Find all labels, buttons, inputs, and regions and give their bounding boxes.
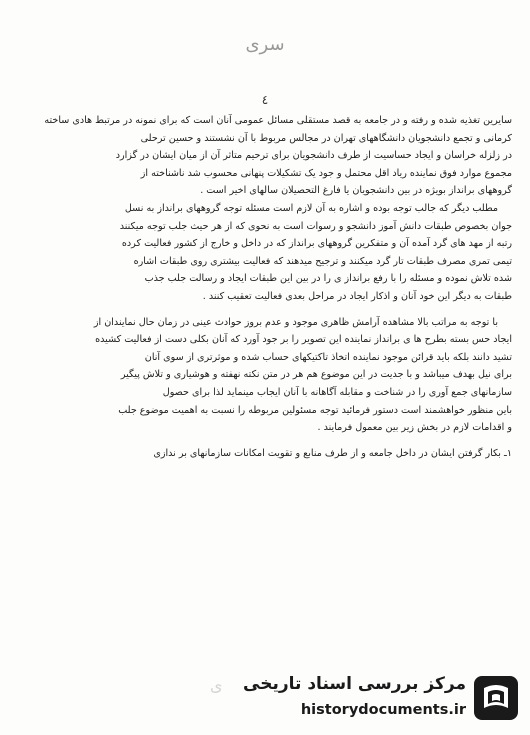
paragraph-gap (18, 306, 512, 314)
text-line: گروههای برانداز بویژه در بین دانشجویان یا فارغ التحصیلان سالهای اخیر است . (200, 185, 512, 197)
text-line: برای نیل بهدف میباشد و با جدیت در این موضوع هم هر در متن نکته نهفته و هوشیاری و تلاش پیگیر (120, 369, 512, 381)
paragraph-2 (18, 200, 512, 306)
text-line: تیمی تمری مصرف طبقات تار گرد میکنند و ترجیح میدهند که فعالیت بیشتری روی طبقات اشاره (133, 255, 512, 267)
text-line: جوان بخصوص طبقات دانش آموز دانشجو و رسوات است به نحوی که از هر حیث جلب توجه میکنند (119, 220, 512, 232)
text-line: در زلزله خراسان و ایجاد حساسیت از طرف دانشجویان برای ترحیم متاثر آن از میان ایشان در گزارد (115, 150, 512, 162)
text-line: مجموع موارد فوق نماینده ریاد اقل محتمل و جود یک تشکیلات پنهانی محسوب شد ناشناخته از (140, 167, 512, 179)
watermark-text: مرکز بررسی اسناد تاریخی (243, 674, 466, 694)
faint-stamp-mark: ی (210, 676, 223, 695)
text-line: و اقدامات لازم در بخش زیر بین معمول فرمایند . (317, 422, 512, 434)
text-line: باین منظور خواهشمند است دستور فرمائید توجه مسئولین مربوطه را نسبت به اهمیت موضوع جلب (118, 404, 512, 416)
folded-scroll-icon (472, 674, 520, 722)
text-line: با توجه به مراتب بالا مشاهده آرامش ظاهری موجود و عدم بروز حوادث عینی در زمان حال نمایندان از (93, 316, 498, 328)
paragraph-3 (18, 314, 512, 437)
watermark-url: historydocuments.ir (300, 702, 466, 718)
text-line: سایرین تغذیه شده و رفته و در جامعه به قصد مستقلی مسائل عمومی آنان است که برای نمونه در مرتبط هادی ساخته (44, 115, 512, 126)
text-line: کرمانی و تجمع دانشجویان دانشگاههای تهران در مجالس مربوط با آن نشستند و حسین ترحلی (140, 132, 512, 144)
numbered-item-1: ۱ـ بکار گرفتن ایشان در داخل جامعه و از طرف منابع و تقویت امکانات سازمانهای بر ندازی (153, 447, 512, 459)
text-line: تشید دانند بلکه باید قرائن موجود نماینده اتخاذ تاکتیکهای حساب شده و موثرتری از سوی آنان (144, 351, 512, 363)
archive-watermark (210, 668, 522, 730)
paragraph-1 (18, 112, 512, 200)
text-line: ایجاد حس بسته بطرح ها ی برانداز نماینده این تصویر را بر جود آورد که آنان بکلی دست از فعالیت کشیده (95, 334, 512, 346)
text-line: مطلب دیگر که جالب توجه بوده و اشاره به آن لازم است مسئله توجه گروههای برانداز به نسل (124, 202, 498, 214)
text-line: رتبه از مهد های گرد آمده آن و متفکرین گروههای برانداز که در داخل و خارج از کشور فعالیت کرده (121, 238, 512, 250)
text-line: طبقات به دیگر این خود آنان و اذکار ایجاد در مراحل بعدی فعالیت تعقیب کنند . (202, 290, 512, 302)
text-line: سازمانهای جمع آوری را در شناخت و مقابله آگاهانه با آنان ایجاب مینماید لذا برای حصول (162, 386, 512, 398)
text-line: شده تلاش نموده و مسئله را با رفع برانداز ی را در بین این طبقات ایجاد و رسالت جلب جذب (144, 273, 512, 285)
document-body (18, 112, 512, 462)
page-number: ٤ (261, 93, 269, 107)
classification-stamp: سری (245, 34, 285, 55)
